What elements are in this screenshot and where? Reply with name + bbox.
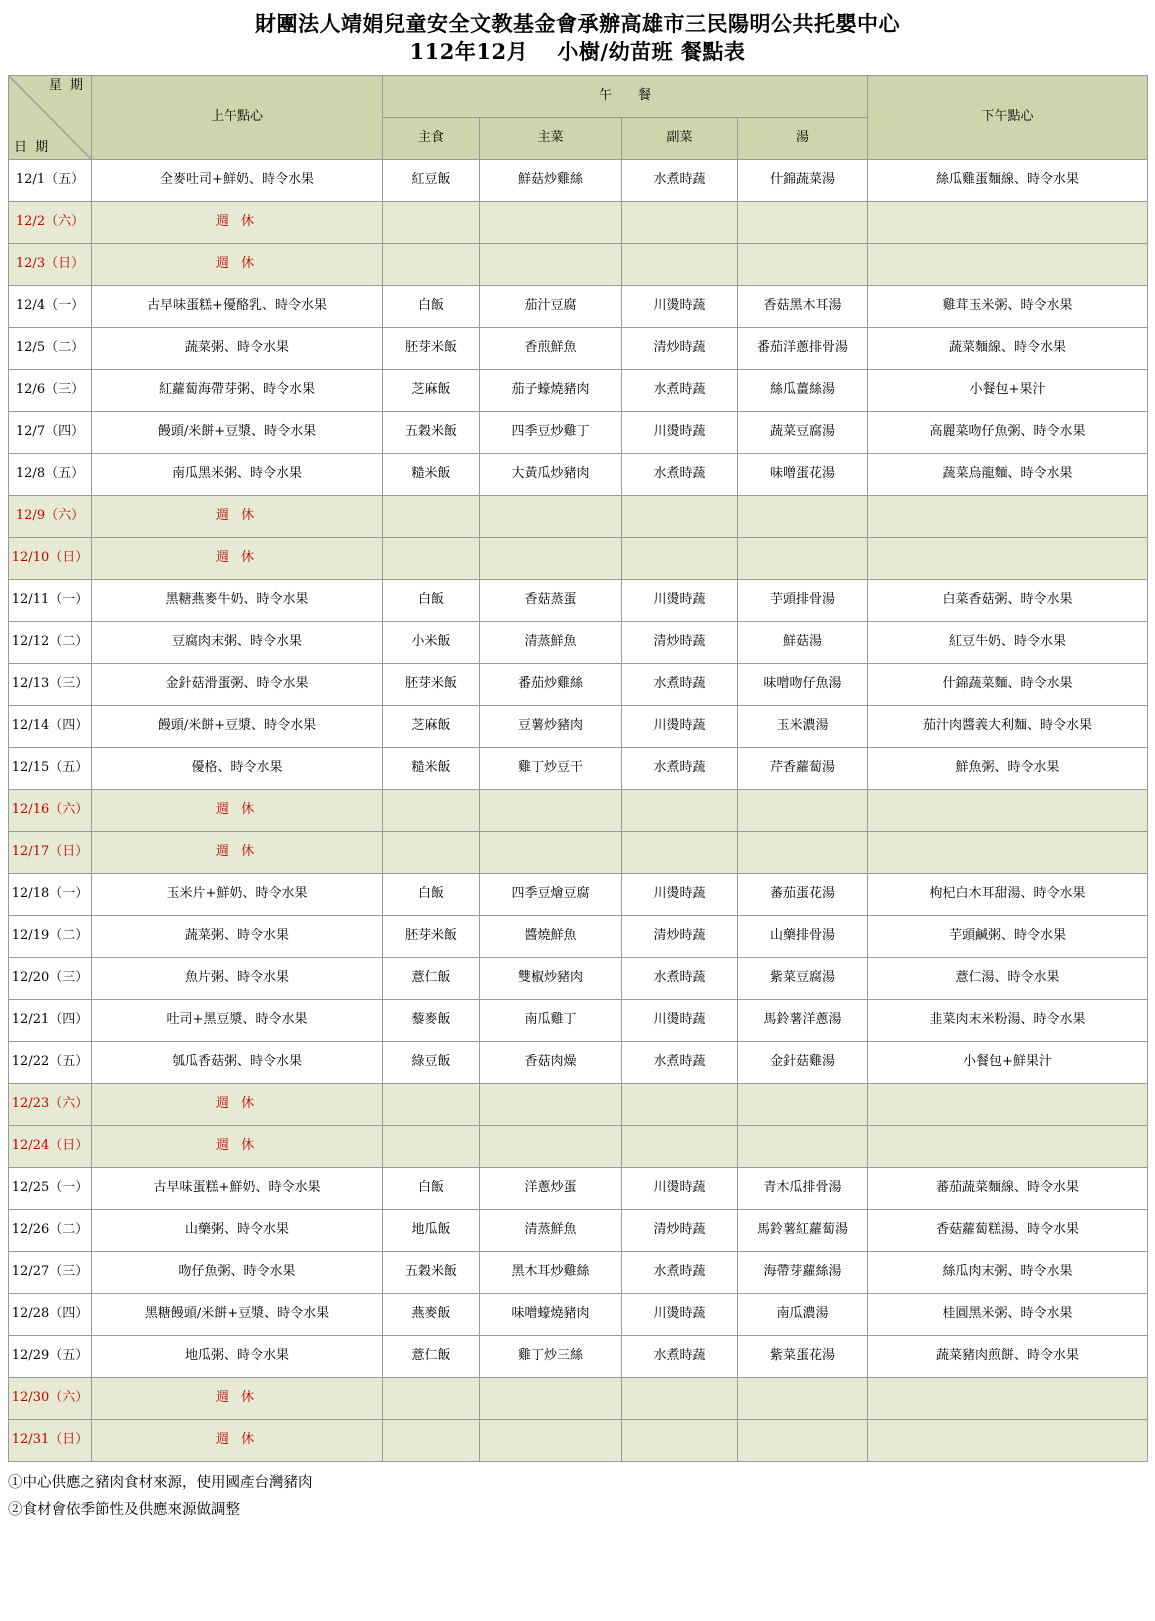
cell-lunch-staple (383, 1419, 480, 1461)
cell-lunch-main (480, 243, 622, 285)
cell-lunch-side (622, 201, 738, 243)
cell-lunch-main (480, 1083, 622, 1125)
cell-pm-snack: 薏仁湯、時令水果 (868, 957, 1148, 999)
cell-lunch-soup (738, 1419, 868, 1461)
cell-lunch-main: 雞丁炒豆干 (480, 747, 622, 789)
cell-lunch-staple: 白飯 (383, 579, 480, 621)
cell-date: 12/14（四） (9, 705, 92, 747)
cell-lunch-main (480, 1377, 622, 1419)
cell-lunch-side: 清炒時蔬 (622, 1209, 738, 1251)
cell-lunch-main: 四季豆燴豆腐 (480, 873, 622, 915)
cell-lunch-side: 清炒時蔬 (622, 915, 738, 957)
cell-date: 12/3（日） (9, 243, 92, 285)
cell-lunch-side: 水煮時蔬 (622, 747, 738, 789)
cell-lunch-main: 番茄炒雞絲 (480, 663, 622, 705)
cell-pm-snack: 枸杞白木耳甜湯、時令水果 (868, 873, 1148, 915)
cell-am-snack: 古早味蛋糕+優酪乳、時令水果 (92, 285, 383, 327)
cell-lunch-staple: 白飯 (383, 1167, 480, 1209)
cell-lunch-side: 清炒時蔬 (622, 327, 738, 369)
cell-lunch-soup: 鮮菇湯 (738, 621, 868, 663)
cell-lunch-side (622, 537, 738, 579)
cell-date: 12/4（一） (9, 285, 92, 327)
cell-lunch-main (480, 831, 622, 873)
cell-rest-notice: 週 休 (92, 1083, 383, 1125)
cell-pm-snack: 雞茸玉米粥、時令水果 (868, 285, 1148, 327)
cell-date: 12/9（六） (9, 495, 92, 537)
cell-lunch-side (622, 1419, 738, 1461)
table-row (9, 495, 1148, 537)
cell-lunch-soup: 芹香蘿蔔湯 (738, 747, 868, 789)
cell-lunch-staple: 五穀米飯 (383, 411, 480, 453)
cell-date: 12/31（日） (9, 1419, 92, 1461)
cell-pm-snack (868, 1377, 1148, 1419)
cell-date: 12/10（日） (9, 537, 92, 579)
cell-pm-snack: 什錦蔬菜麵、時令水果 (868, 663, 1148, 705)
cell-lunch-main: 洋蔥炒蛋 (480, 1167, 622, 1209)
cell-rest-notice: 週 休 (92, 537, 383, 579)
cell-lunch-soup (738, 243, 868, 285)
cell-rest-notice: 週 休 (92, 1419, 383, 1461)
cell-lunch-main: 南瓜雞丁 (480, 999, 622, 1041)
cell-lunch-side: 川燙時蔬 (622, 411, 738, 453)
cell-lunch-soup (738, 495, 868, 537)
cell-lunch-staple: 薏仁飯 (383, 957, 480, 999)
table-row (9, 369, 1148, 411)
cell-lunch-soup: 香菇黑木耳湯 (738, 285, 868, 327)
cell-lunch-soup: 紫菜蛋花湯 (738, 1335, 868, 1377)
header-am-snack: 上午點心 (92, 75, 383, 159)
table-row (9, 873, 1148, 915)
cell-date: 12/18（一） (9, 873, 92, 915)
cell-lunch-staple: 胚芽米飯 (383, 663, 480, 705)
cell-pm-snack: 香菇蘿蔔糕湯、時令水果 (868, 1209, 1148, 1251)
cell-lunch-side: 水煮時蔬 (622, 453, 738, 495)
cell-date: 12/19（二） (9, 915, 92, 957)
header-lunch-side: 副菜 (622, 117, 738, 159)
cell-date: 12/25（一） (9, 1167, 92, 1209)
title-line-2: 112年12月 小樹/幼苗班 餐點表 (409, 39, 746, 65)
cell-pm-snack: 韭菜肉末米粉湯、時令水果 (868, 999, 1148, 1041)
table-row (9, 243, 1148, 285)
cell-am-snack: 魚片粥、時令水果 (92, 957, 383, 999)
cell-pm-snack (868, 789, 1148, 831)
cell-lunch-soup: 金針菇雞湯 (738, 1041, 868, 1083)
table-row (9, 747, 1148, 789)
footnote-2: ②食材會依季節性及供應來源做調整 (8, 1502, 240, 1519)
table-header (9, 75, 1148, 159)
cell-lunch-staple: 藜麥飯 (383, 999, 480, 1041)
header-week-label: 星 期 (48, 77, 85, 93)
cell-rest-notice: 週 休 (92, 1125, 383, 1167)
cell-lunch-staple (383, 1083, 480, 1125)
cell-lunch-soup: 蕃茄蛋花湯 (738, 873, 868, 915)
cell-date: 12/1（五） (9, 159, 92, 201)
table-row (9, 1125, 1148, 1167)
cell-date: 12/22（五） (9, 1041, 92, 1083)
cell-lunch-staple: 五穀米飯 (383, 1251, 480, 1293)
cell-date: 12/28（四） (9, 1293, 92, 1335)
cell-lunch-main: 茄子蠔燒豬肉 (480, 369, 622, 411)
cell-rest-notice: 週 休 (92, 495, 383, 537)
cell-lunch-soup: 什錦蔬菜湯 (738, 159, 868, 201)
cell-lunch-main (480, 495, 622, 537)
cell-lunch-side: 水煮時蔬 (622, 369, 738, 411)
cell-lunch-soup: 味噌吻仔魚湯 (738, 663, 868, 705)
cell-lunch-staple: 薏仁飯 (383, 1335, 480, 1377)
cell-pm-snack: 絲瓜肉末粥、時令水果 (868, 1251, 1148, 1293)
cell-date: 12/15（五） (9, 747, 92, 789)
cell-lunch-main: 味噌蠔燒豬肉 (480, 1293, 622, 1335)
table-row (9, 915, 1148, 957)
table-row (9, 1419, 1148, 1461)
cell-lunch-main (480, 201, 622, 243)
cell-lunch-staple: 芝麻飯 (383, 369, 480, 411)
header-date-week (9, 75, 92, 159)
cell-lunch-soup: 海帶芽蘿絲湯 (738, 1251, 868, 1293)
cell-pm-snack: 蔬菜麵線、時令水果 (868, 327, 1148, 369)
cell-lunch-soup: 馬鈴薯洋蔥湯 (738, 999, 868, 1041)
cell-lunch-side (622, 1377, 738, 1419)
table-row (9, 1167, 1148, 1209)
table-row (9, 453, 1148, 495)
cell-lunch-staple: 白飯 (383, 873, 480, 915)
cell-lunch-side: 川燙時蔬 (622, 705, 738, 747)
header-date-label: 日 期 (14, 140, 51, 156)
cell-lunch-staple (383, 495, 480, 537)
cell-am-snack: 紅蘿蔔海帶芽粥、時令水果 (92, 369, 383, 411)
cell-am-snack: 饅頭/米餅+豆漿、時令水果 (92, 411, 383, 453)
cell-lunch-side: 川燙時蔬 (622, 285, 738, 327)
cell-pm-snack: 紅豆牛奶、時令水果 (868, 621, 1148, 663)
cell-pm-snack (868, 495, 1148, 537)
title-line-1: 財團法人靖娟兒童安全文教基金會承辦高雄市三民陽明公共托嬰中心 (255, 11, 900, 36)
table-row (9, 285, 1148, 327)
cell-pm-snack (868, 201, 1148, 243)
cell-date: 12/17（日） (9, 831, 92, 873)
cell-am-snack: 黑糖燕麥牛奶、時令水果 (92, 579, 383, 621)
cell-date: 12/6（三） (9, 369, 92, 411)
cell-am-snack: 蔬菜粥、時令水果 (92, 915, 383, 957)
table-row (9, 1041, 1148, 1083)
cell-am-snack: 玉米片+鮮奶、時令水果 (92, 873, 383, 915)
cell-pm-snack: 蔬菜烏龍麵、時令水果 (868, 453, 1148, 495)
cell-lunch-main: 香煎鮮魚 (480, 327, 622, 369)
cell-date: 12/16（六） (9, 789, 92, 831)
cell-lunch-staple (383, 243, 480, 285)
cell-am-snack: 黑糖饅頭/米餅+豆漿、時令水果 (92, 1293, 383, 1335)
header-pm-snack: 下午點心 (868, 75, 1148, 159)
cell-am-snack: 金針菇滑蛋粥、時令水果 (92, 663, 383, 705)
cell-lunch-soup (738, 831, 868, 873)
cell-date: 12/21（四） (9, 999, 92, 1041)
table-row (9, 537, 1148, 579)
footnote-1: ①中心供應之豬肉食材來源，使用國產台灣豬肉 (8, 1474, 313, 1491)
header-lunch: 午 餐 (383, 75, 868, 117)
cell-lunch-staple: 地瓜飯 (383, 1209, 480, 1251)
cell-am-snack: 饅頭/米餅+豆漿、時令水果 (92, 705, 383, 747)
cell-date: 12/7（四） (9, 411, 92, 453)
cell-pm-snack (868, 831, 1148, 873)
cell-pm-snack: 蕃茄蔬菜麵線、時令水果 (868, 1167, 1148, 1209)
cell-lunch-staple (383, 537, 480, 579)
cell-lunch-main: 鮮菇炒雞絲 (480, 159, 622, 201)
cell-lunch-soup: 蔬菜豆腐湯 (738, 411, 868, 453)
cell-lunch-staple: 胚芽米飯 (383, 327, 480, 369)
header-lunch-main: 主菜 (480, 117, 622, 159)
cell-lunch-side: 水煮時蔬 (622, 1335, 738, 1377)
cell-date: 12/2（六） (9, 201, 92, 243)
cell-lunch-side (622, 1083, 738, 1125)
cell-lunch-side: 川燙時蔬 (622, 999, 738, 1041)
cell-lunch-main (480, 1419, 622, 1461)
cell-pm-snack: 芋頭鹹粥、時令水果 (868, 915, 1148, 957)
cell-lunch-staple (383, 789, 480, 831)
cell-lunch-side: 川燙時蔬 (622, 579, 738, 621)
cell-lunch-side (622, 1125, 738, 1167)
cell-pm-snack (868, 537, 1148, 579)
cell-lunch-main: 大黃瓜炒豬肉 (480, 453, 622, 495)
cell-lunch-soup (738, 789, 868, 831)
cell-lunch-side (622, 831, 738, 873)
footnotes (8, 1470, 1147, 1525)
cell-rest-notice: 週 休 (92, 1377, 383, 1419)
menu-table (8, 75, 1148, 1462)
cell-date: 12/24（日） (9, 1125, 92, 1167)
cell-lunch-main: 醬燒鮮魚 (480, 915, 622, 957)
cell-date: 12/29（五） (9, 1335, 92, 1377)
cell-lunch-staple (383, 201, 480, 243)
cell-am-snack: 吻仔魚粥、時令水果 (92, 1251, 383, 1293)
table-row (9, 621, 1148, 663)
cell-lunch-side: 水煮時蔬 (622, 663, 738, 705)
cell-pm-snack: 小餐包+果汁 (868, 369, 1148, 411)
cell-pm-snack: 白菜香菇粥、時令水果 (868, 579, 1148, 621)
cell-lunch-main: 香菇肉燥 (480, 1041, 622, 1083)
cell-lunch-main: 豆薯炒豬肉 (480, 705, 622, 747)
table-row (9, 957, 1148, 999)
cell-pm-snack (868, 1083, 1148, 1125)
table-row (9, 201, 1148, 243)
cell-lunch-side: 川燙時蔬 (622, 1293, 738, 1335)
cell-rest-notice: 週 休 (92, 789, 383, 831)
table-row (9, 1251, 1148, 1293)
cell-lunch-soup: 番茄洋蔥排骨湯 (738, 327, 868, 369)
cell-date: 12/13（三） (9, 663, 92, 705)
cell-lunch-soup: 紫菜豆腐湯 (738, 957, 868, 999)
cell-lunch-soup (738, 1083, 868, 1125)
cell-lunch-main (480, 789, 622, 831)
cell-am-snack: 豆腐肉末粥、時令水果 (92, 621, 383, 663)
cell-rest-notice: 週 休 (92, 201, 383, 243)
cell-date: 12/11（一） (9, 579, 92, 621)
cell-lunch-side: 水煮時蔬 (622, 1251, 738, 1293)
cell-lunch-side: 水煮時蔬 (622, 159, 738, 201)
cell-am-snack: 地瓜粥、時令水果 (92, 1335, 383, 1377)
cell-date: 12/23（六） (9, 1083, 92, 1125)
cell-lunch-main: 黑木耳炒雞絲 (480, 1251, 622, 1293)
cell-lunch-staple: 糙米飯 (383, 453, 480, 495)
cell-lunch-soup (738, 537, 868, 579)
header-lunch-staple: 主食 (383, 117, 480, 159)
cell-lunch-staple: 白飯 (383, 285, 480, 327)
cell-lunch-side: 川燙時蔬 (622, 1167, 738, 1209)
cell-pm-snack (868, 1125, 1148, 1167)
cell-lunch-main (480, 1125, 622, 1167)
cell-pm-snack: 茄汁肉醬義大利麵、時令水果 (868, 705, 1148, 747)
cell-lunch-main: 茄汁豆腐 (480, 285, 622, 327)
cell-lunch-main: 雞丁炒三絲 (480, 1335, 622, 1377)
table-row (9, 1209, 1148, 1251)
cell-date: 12/5（二） (9, 327, 92, 369)
cell-am-snack: 古早味蛋糕+鮮奶、時令水果 (92, 1167, 383, 1209)
cell-pm-snack: 小餐包+鮮果汁 (868, 1041, 1148, 1083)
table-row (9, 1083, 1148, 1125)
cell-am-snack: 優格、時令水果 (92, 747, 383, 789)
cell-date: 12/20（三） (9, 957, 92, 999)
cell-am-snack: 吐司+黑豆漿、時令水果 (92, 999, 383, 1041)
cell-lunch-soup: 玉米濃湯 (738, 705, 868, 747)
cell-lunch-side: 水煮時蔬 (622, 957, 738, 999)
cell-am-snack: 山藥粥、時令水果 (92, 1209, 383, 1251)
cell-lunch-staple: 紅豆飯 (383, 159, 480, 201)
table-row (9, 705, 1148, 747)
cell-rest-notice: 週 休 (92, 243, 383, 285)
cell-pm-snack (868, 243, 1148, 285)
table-body (9, 159, 1148, 1461)
cell-lunch-soup: 馬鈴薯紅蘿蔔湯 (738, 1209, 868, 1251)
cell-date: 12/12（二） (9, 621, 92, 663)
cell-lunch-soup (738, 1125, 868, 1167)
cell-pm-snack (868, 1419, 1148, 1461)
cell-pm-snack: 鮮魚粥、時令水果 (868, 747, 1148, 789)
cell-lunch-staple (383, 1125, 480, 1167)
cell-lunch-side: 水煮時蔬 (622, 1041, 738, 1083)
cell-lunch-soup (738, 201, 868, 243)
cell-rest-notice: 週 休 (92, 831, 383, 873)
cell-lunch-side (622, 495, 738, 537)
header-lunch-soup: 湯 (738, 117, 868, 159)
cell-am-snack: 全麥吐司+鮮奶、時令水果 (92, 159, 383, 201)
cell-lunch-side (622, 243, 738, 285)
table-row (9, 663, 1148, 705)
cell-lunch-main: 雙椒炒豬肉 (480, 957, 622, 999)
cell-lunch-staple: 綠豆飯 (383, 1041, 480, 1083)
cell-lunch-soup: 絲瓜薑絲湯 (738, 369, 868, 411)
cell-lunch-staple: 燕麥飯 (383, 1293, 480, 1335)
cell-lunch-staple: 胚芽米飯 (383, 915, 480, 957)
cell-lunch-main: 清蒸鮮魚 (480, 1209, 622, 1251)
cell-lunch-soup: 芋頭排骨湯 (738, 579, 868, 621)
table-row (9, 999, 1148, 1041)
table-row (9, 789, 1148, 831)
cell-lunch-soup: 味噌蛋花湯 (738, 453, 868, 495)
cell-lunch-main: 四季豆炒雞丁 (480, 411, 622, 453)
cell-lunch-staple (383, 1377, 480, 1419)
cell-lunch-main: 清蒸鮮魚 (480, 621, 622, 663)
table-row (9, 1293, 1148, 1335)
cell-pm-snack: 絲瓜雞蛋麵線、時令水果 (868, 159, 1148, 201)
cell-lunch-side: 川燙時蔬 (622, 873, 738, 915)
cell-pm-snack: 蔬菜豬肉煎餅、時令水果 (868, 1335, 1148, 1377)
table-row (9, 159, 1148, 201)
cell-lunch-main: 香菇蒸蛋 (480, 579, 622, 621)
cell-lunch-main (480, 537, 622, 579)
cell-am-snack: 南瓜黑米粥、時令水果 (92, 453, 383, 495)
cell-lunch-staple: 糙米飯 (383, 747, 480, 789)
cell-lunch-side (622, 789, 738, 831)
table-row (9, 579, 1148, 621)
page-title (8, 10, 1147, 67)
cell-lunch-staple (383, 831, 480, 873)
cell-date: 12/8（五） (9, 453, 92, 495)
cell-lunch-staple: 小米飯 (383, 621, 480, 663)
cell-lunch-soup: 青木瓜排骨湯 (738, 1167, 868, 1209)
cell-lunch-soup: 南瓜濃湯 (738, 1293, 868, 1335)
table-row (9, 831, 1148, 873)
cell-date: 12/27（三） (9, 1251, 92, 1293)
cell-pm-snack: 桂圓黑米粥、時令水果 (868, 1293, 1148, 1335)
cell-pm-snack: 高麗菜吻仔魚粥、時令水果 (868, 411, 1148, 453)
cell-date: 12/26（二） (9, 1209, 92, 1251)
cell-am-snack: 瓠瓜香菇粥、時令水果 (92, 1041, 383, 1083)
cell-lunch-staple: 芝麻飯 (383, 705, 480, 747)
cell-am-snack: 蔬菜粥、時令水果 (92, 327, 383, 369)
table-row (9, 411, 1148, 453)
table-row (9, 1335, 1148, 1377)
cell-lunch-side: 清炒時蔬 (622, 621, 738, 663)
table-row (9, 327, 1148, 369)
cell-lunch-soup (738, 1377, 868, 1419)
table-row (9, 1377, 1148, 1419)
cell-lunch-soup: 山藥排骨湯 (738, 915, 868, 957)
cell-date: 12/30（六） (9, 1377, 92, 1419)
